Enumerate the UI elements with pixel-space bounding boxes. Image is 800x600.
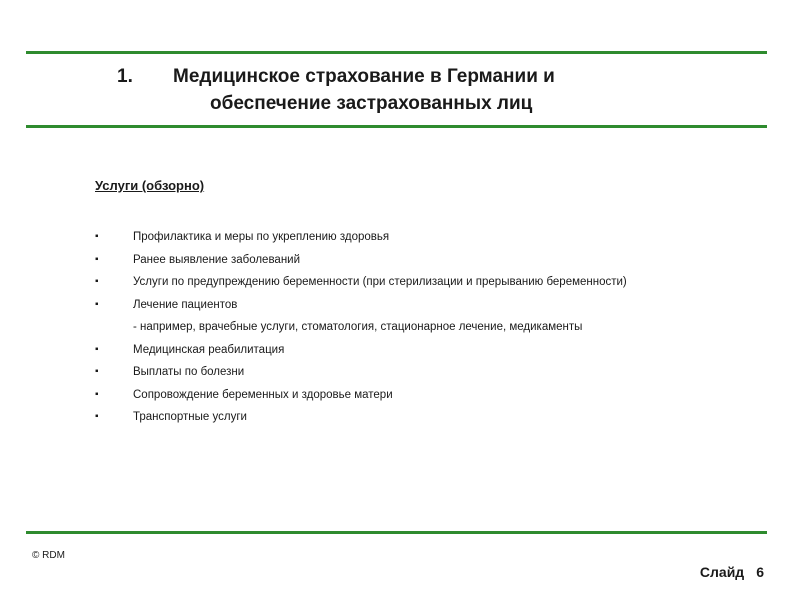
list-item <box>95 406 755 429</box>
title-line-1 <box>117 64 555 89</box>
bullet-icon: ▪ <box>95 276 99 287</box>
list-item-text: Сопровождение беременных и здоровье матери <box>133 388 393 401</box>
title-text-line-1: Медицинское страхование в Германии и <box>173 66 555 87</box>
list-item <box>95 271 755 294</box>
bullet-icon: ▪ <box>95 388 99 400</box>
bullet-icon: ▪ <box>95 343 99 355</box>
top-divider <box>26 51 767 54</box>
list-item-text: Ранее выявление заболеваний <box>133 253 301 266</box>
slide-number-label <box>700 564 764 580</box>
list-item-text: Профилактика и меры по укреплению здоровья <box>133 231 390 243</box>
bullet-icon: ▪ <box>95 411 99 422</box>
list-item-text: Выплаты по болезни <box>133 366 245 378</box>
title-text-line-2: обеспечение застрахованных лиц <box>210 93 533 114</box>
list-item <box>95 294 755 317</box>
list-item <box>95 361 755 384</box>
list-item-text: Услуги по предупреждению беременности (при стерилизации и прерыванию беременности) <box>133 276 627 288</box>
list-item-text: Медицинская реабилитация <box>133 343 285 356</box>
list-item <box>95 339 755 362</box>
list-item-text: Транспортные услуги <box>133 411 247 423</box>
slide-label: Слайд <box>699 564 745 580</box>
section-heading: Услуги (обзорно) <box>95 178 205 193</box>
list-item-subnote <box>95 316 755 339</box>
list-item <box>95 384 755 407</box>
list-item-text: - например, врачебные услуги, стоматология, стационарное лечение, медикаменты <box>133 321 583 333</box>
title-divider <box>26 125 767 128</box>
bullet-icon: ▪ <box>95 231 99 242</box>
list-item-text: Лечение пациентов <box>133 298 238 311</box>
services-list <box>95 226 755 429</box>
list-item <box>95 226 755 249</box>
copyright-text: © RDM <box>32 550 65 561</box>
title-number: 1. <box>117 66 133 87</box>
bullet-icon: ▪ <box>95 366 99 377</box>
footer-divider <box>26 531 767 534</box>
list-item <box>95 249 755 272</box>
slide-number: 6 <box>756 564 764 580</box>
bullet-icon: ▪ <box>95 298 99 310</box>
bullet-icon: ▪ <box>95 253 99 265</box>
